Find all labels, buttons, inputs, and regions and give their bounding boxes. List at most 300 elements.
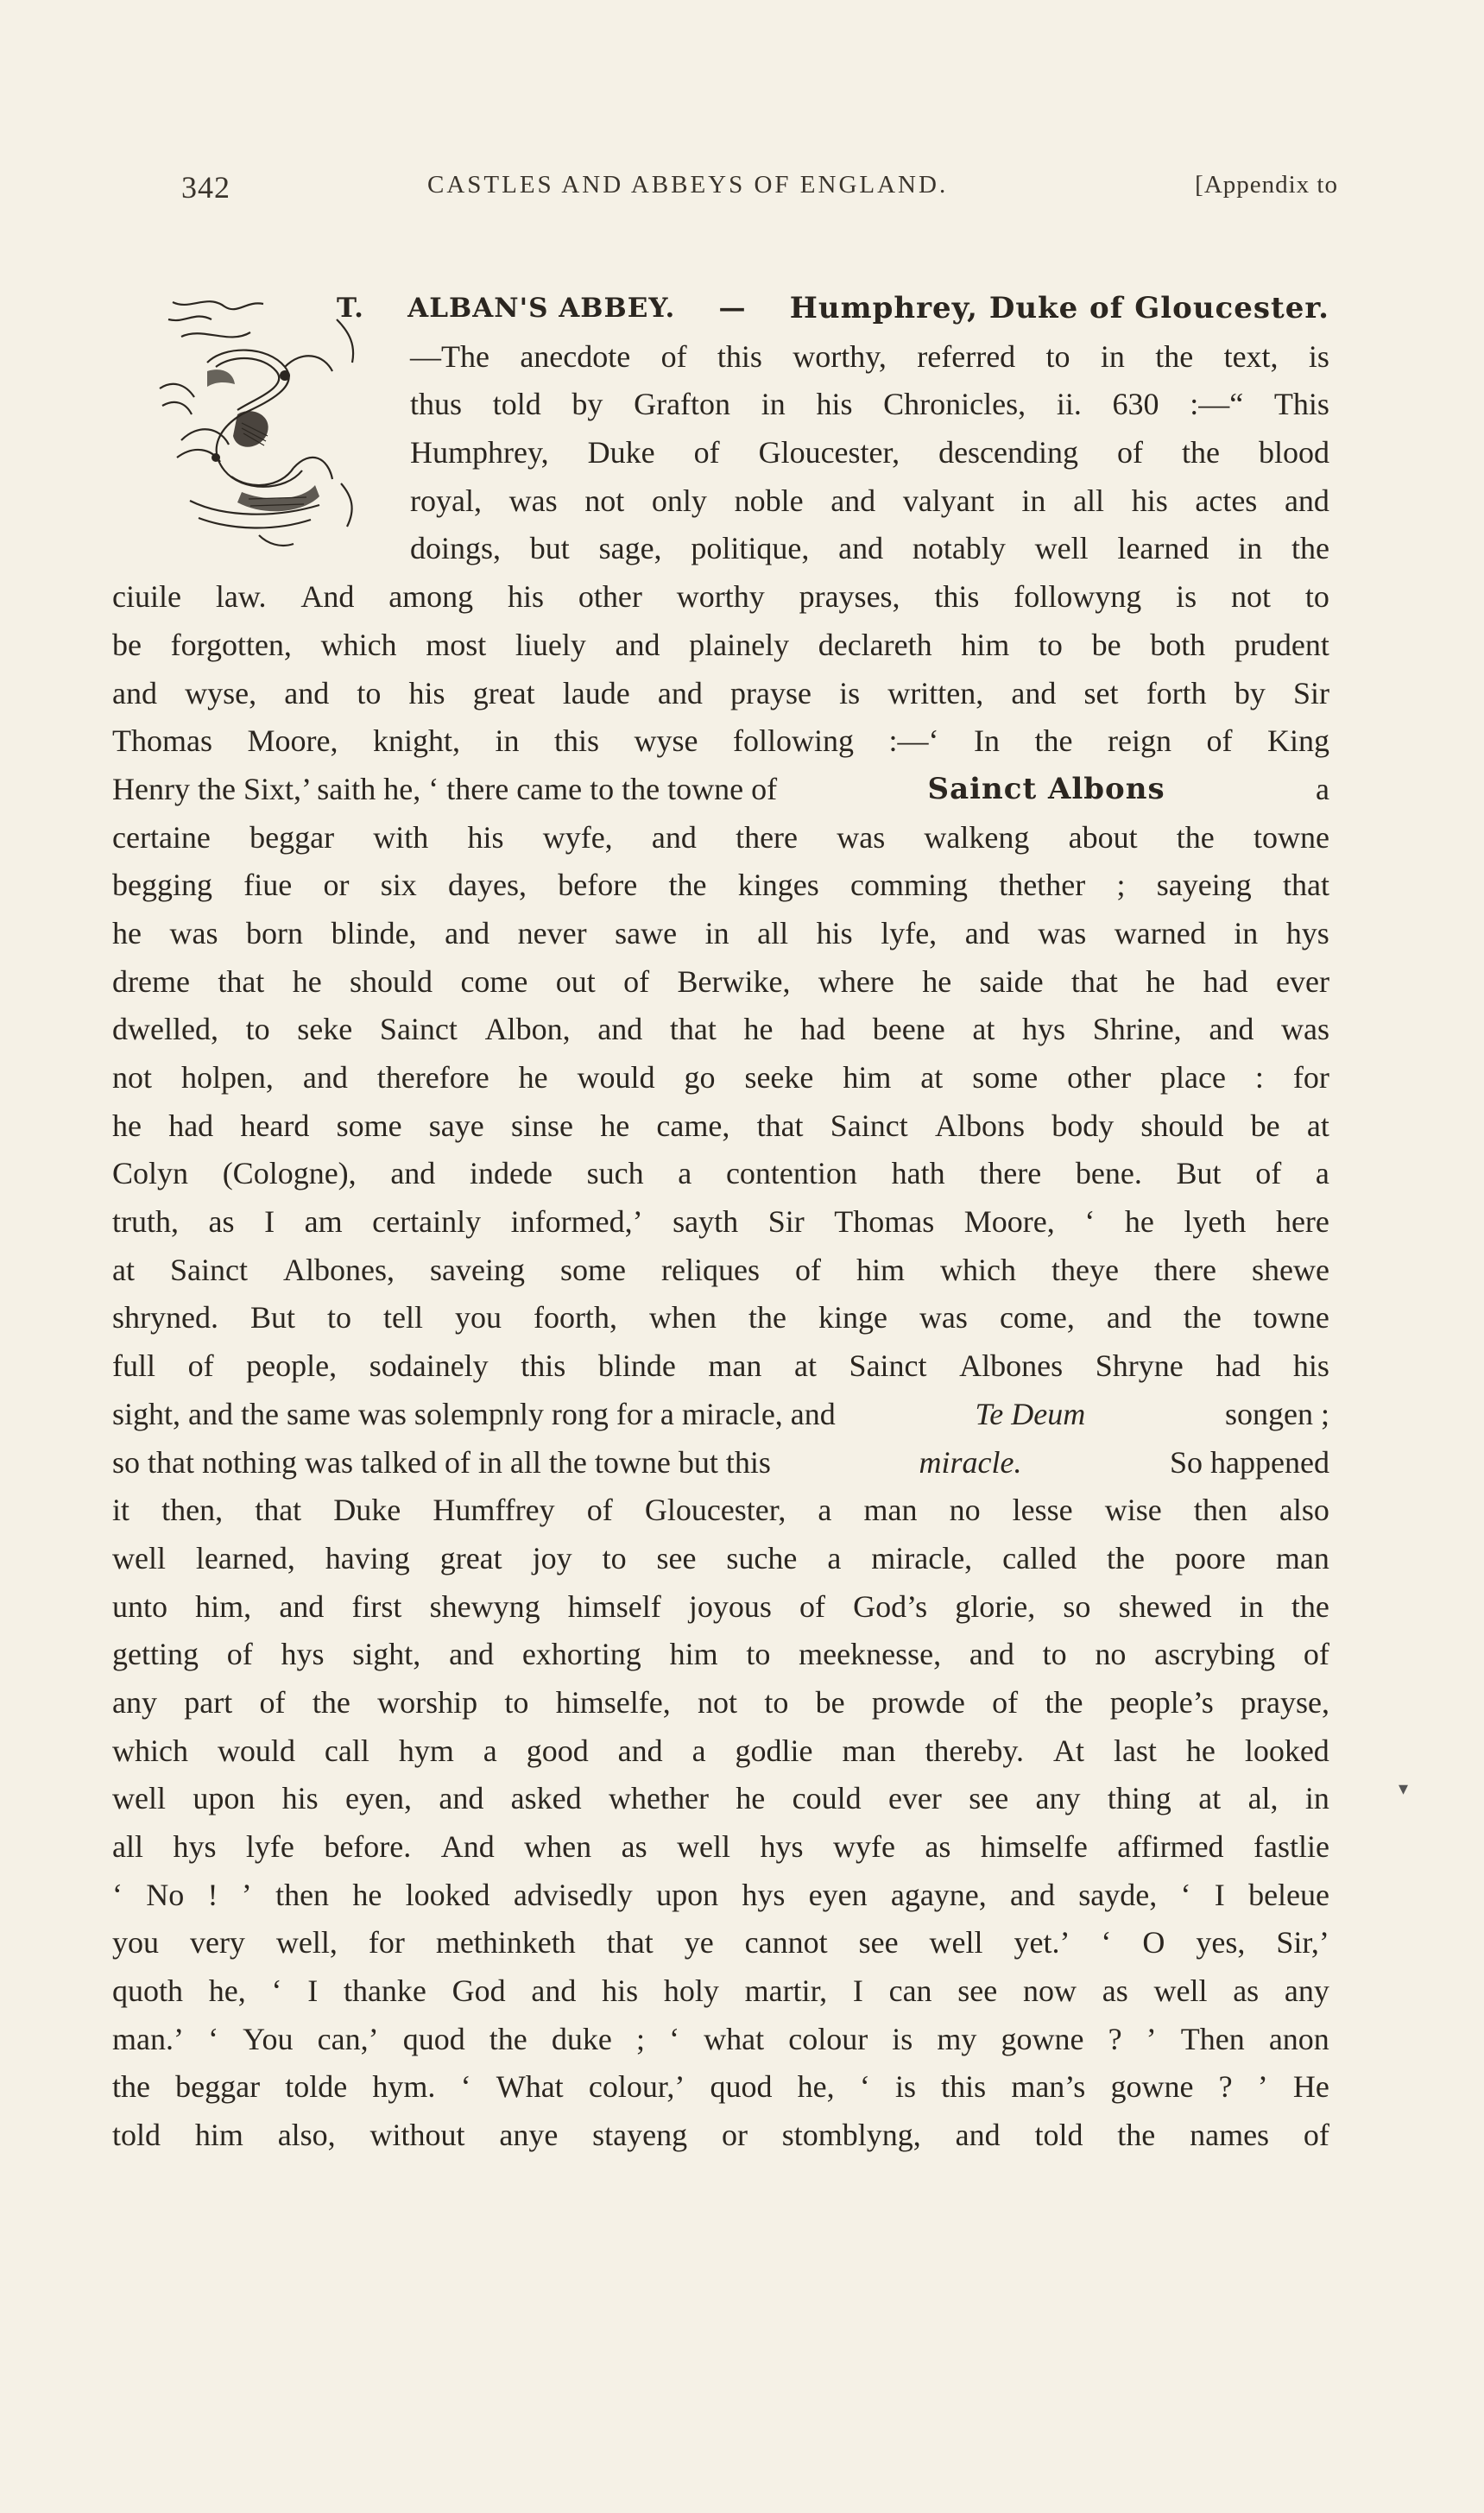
word: God’s bbox=[853, 1588, 928, 1624]
word: to bbox=[602, 1540, 627, 1575]
word: eyen bbox=[808, 1877, 868, 1912]
word: set bbox=[1083, 675, 1119, 710]
word: at bbox=[920, 1060, 944, 1095]
word: anecdote bbox=[520, 338, 631, 374]
miracle-italic: miracle. bbox=[919, 1444, 1022, 1480]
word: at bbox=[793, 1348, 817, 1384]
word: well bbox=[1034, 531, 1089, 566]
word: can,’ bbox=[317, 2021, 379, 2056]
word: Shryne bbox=[1095, 1348, 1184, 1384]
line-text: So happened bbox=[1170, 1444, 1329, 1480]
word: of bbox=[795, 1252, 821, 1287]
word: among bbox=[388, 579, 474, 615]
word: man.’ bbox=[112, 2021, 184, 2056]
word: prayses, bbox=[799, 579, 900, 615]
word: foorth, bbox=[534, 1300, 617, 1335]
word: names bbox=[1190, 2118, 1270, 2153]
heading-dash: — bbox=[718, 293, 747, 324]
text-line bbox=[112, 1150, 1329, 1198]
word: he bbox=[922, 963, 952, 999]
word: But bbox=[1176, 1156, 1222, 1191]
word: his bbox=[467, 819, 504, 855]
word: at bbox=[1198, 1781, 1222, 1816]
word: thing bbox=[1107, 1781, 1171, 1816]
word: be bbox=[815, 1684, 845, 1720]
word: Then bbox=[1180, 2021, 1245, 2056]
word: glorie, bbox=[955, 1588, 1036, 1624]
word: lyfe, bbox=[881, 915, 938, 950]
heading-prefix: T. bbox=[337, 293, 364, 324]
word: and bbox=[838, 531, 884, 566]
word: him bbox=[961, 627, 1010, 662]
word: ; bbox=[635, 2021, 645, 2056]
word: six bbox=[380, 868, 417, 903]
word: would bbox=[217, 1733, 295, 1768]
word: and bbox=[657, 675, 703, 710]
word: not bbox=[698, 1684, 738, 1720]
word: the bbox=[1045, 1684, 1083, 1720]
word: a bbox=[483, 1733, 497, 1768]
word: a bbox=[691, 1733, 706, 1768]
word: was bbox=[508, 483, 558, 518]
word: that bbox=[669, 1012, 717, 1047]
word: written, bbox=[887, 675, 984, 710]
word: Sainct bbox=[379, 1012, 458, 1047]
word: prudent bbox=[1234, 627, 1329, 662]
word: affirmed bbox=[1117, 1829, 1224, 1864]
word: bene. bbox=[1075, 1156, 1142, 1191]
word: he bbox=[112, 915, 142, 950]
text-line bbox=[112, 1775, 1329, 1823]
word: kinges bbox=[737, 868, 819, 903]
word: which bbox=[940, 1252, 1017, 1287]
word: a bbox=[827, 1540, 842, 1575]
word: there bbox=[1154, 1252, 1216, 1287]
word: this bbox=[554, 723, 600, 759]
word: And bbox=[300, 579, 355, 615]
word: and bbox=[531, 1973, 577, 2009]
word: worthy, bbox=[793, 338, 887, 374]
word: this bbox=[521, 1348, 566, 1384]
body-text bbox=[112, 285, 1329, 2160]
word: he bbox=[1124, 1204, 1154, 1240]
word: at bbox=[972, 1012, 995, 1047]
word: kinge bbox=[818, 1300, 887, 1335]
word: following bbox=[733, 723, 855, 759]
word: saveing bbox=[430, 1252, 525, 1287]
word: his bbox=[816, 387, 853, 422]
word: in bbox=[704, 915, 729, 950]
word: which bbox=[320, 627, 397, 662]
word: godlie bbox=[735, 1733, 813, 1768]
word: the bbox=[1155, 338, 1194, 374]
word: himselfe bbox=[980, 1829, 1088, 1864]
word: shryned. bbox=[112, 1300, 218, 1335]
word: shewed bbox=[1118, 1588, 1212, 1624]
word: :—“ bbox=[1190, 387, 1244, 422]
word: but bbox=[529, 531, 570, 566]
word: gowne bbox=[1001, 2021, 1084, 2056]
text-line bbox=[112, 1823, 1329, 1872]
word: of bbox=[1117, 435, 1143, 470]
word: and bbox=[449, 1637, 495, 1672]
word: see bbox=[957, 1973, 998, 2009]
heading-subject: Humphrey, Duke of Gloucester. bbox=[789, 291, 1329, 325]
text-line bbox=[112, 2016, 1329, 2064]
word: ‘ bbox=[271, 1973, 282, 2009]
word: to bbox=[245, 1012, 270, 1047]
word: stomblyng, bbox=[781, 2118, 921, 2153]
word: referred bbox=[917, 338, 1016, 374]
word: Duke bbox=[333, 1493, 401, 1528]
word: as bbox=[1102, 1973, 1128, 2009]
word: and bbox=[279, 1588, 325, 1624]
word: by bbox=[1234, 675, 1266, 710]
text-line bbox=[112, 622, 1329, 670]
word: dayes, bbox=[448, 868, 527, 903]
word: to bbox=[764, 1684, 789, 1720]
word: also, bbox=[277, 2118, 336, 2153]
word: heard bbox=[240, 1108, 310, 1143]
word: martir, bbox=[744, 1973, 828, 2009]
word: declareth bbox=[818, 627, 932, 662]
word: not bbox=[584, 483, 625, 518]
word: can bbox=[888, 1973, 932, 2009]
word: sinse bbox=[510, 1108, 573, 1143]
word: my bbox=[937, 2021, 977, 2056]
word: O bbox=[1142, 1925, 1165, 1961]
word: no bbox=[1095, 1637, 1127, 1672]
text-line bbox=[112, 1967, 1329, 2016]
word: last bbox=[1113, 1733, 1157, 1768]
word: indede bbox=[469, 1156, 553, 1191]
word: joyous bbox=[688, 1588, 772, 1624]
word: not bbox=[1231, 579, 1272, 615]
word: any bbox=[1284, 1973, 1329, 2009]
text-line bbox=[112, 1102, 1329, 1151]
word: God bbox=[452, 1973, 506, 2009]
word: asked bbox=[510, 1781, 582, 1816]
word: the bbox=[112, 2069, 150, 2105]
word: out bbox=[555, 963, 596, 999]
word: informed,’ bbox=[510, 1204, 643, 1240]
word: 630 bbox=[1112, 387, 1159, 422]
word: Sir bbox=[1292, 675, 1329, 710]
word: ascrybing bbox=[1154, 1637, 1276, 1672]
word: himselfe, bbox=[555, 1684, 671, 1720]
word: and bbox=[830, 483, 876, 518]
text-line bbox=[112, 2063, 1329, 2112]
word: wyse, bbox=[185, 675, 257, 710]
word: eyen, bbox=[345, 1781, 412, 1816]
word: begging bbox=[112, 868, 212, 903]
word: some bbox=[560, 1252, 626, 1287]
word: told bbox=[1034, 2118, 1083, 2153]
word: in bbox=[1239, 1588, 1264, 1624]
word: dreme bbox=[112, 963, 190, 999]
word: he bbox=[112, 1108, 142, 1143]
word: called bbox=[1002, 1540, 1077, 1575]
word: thanke bbox=[343, 1973, 426, 2009]
word: should bbox=[1140, 1108, 1224, 1143]
word: the bbox=[1291, 1588, 1329, 1624]
word: or bbox=[323, 868, 350, 903]
word: full bbox=[112, 1348, 155, 1384]
word: and bbox=[969, 1637, 1014, 1672]
word: In bbox=[974, 723, 1001, 759]
word: you bbox=[455, 1300, 502, 1335]
word: sight, bbox=[352, 1637, 421, 1672]
word: looked bbox=[405, 1877, 490, 1912]
word: laude bbox=[562, 675, 630, 710]
word: where bbox=[818, 963, 894, 999]
word: ‘ bbox=[669, 2021, 680, 2056]
word: quod bbox=[402, 2021, 465, 2056]
text-line bbox=[112, 910, 1329, 958]
word: hys bbox=[742, 1877, 786, 1912]
word: told bbox=[492, 387, 541, 422]
word: He bbox=[1292, 2069, 1329, 2105]
word: ii. bbox=[1056, 387, 1082, 422]
line-text: sight, and the same was solempnly rong for a miracle, and bbox=[112, 1396, 836, 1431]
word: other bbox=[1067, 1060, 1132, 1095]
word: yet.’ bbox=[1014, 1925, 1070, 1961]
word: stayeng bbox=[592, 2118, 688, 2153]
word: him bbox=[669, 1637, 718, 1672]
te-deum-italic: Te Deum bbox=[975, 1396, 1086, 1431]
text-line bbox=[112, 525, 1329, 573]
word: ever bbox=[887, 1781, 942, 1816]
word: had bbox=[1203, 963, 1248, 999]
word: of bbox=[1303, 2118, 1329, 2153]
word: would bbox=[577, 1060, 655, 1095]
word: upon bbox=[193, 1781, 256, 1816]
word: saide bbox=[979, 963, 1044, 999]
word: saye bbox=[428, 1108, 484, 1143]
saint-albons-blackletter: Sainct Albons bbox=[927, 771, 1165, 806]
word: all bbox=[1073, 483, 1105, 518]
word: of bbox=[586, 1493, 613, 1528]
word: notably bbox=[912, 531, 1006, 566]
word: his bbox=[1131, 483, 1168, 518]
text-line bbox=[112, 1198, 1329, 1247]
word: is bbox=[894, 2069, 916, 2105]
word: learned bbox=[1117, 531, 1209, 566]
word: of bbox=[1303, 1637, 1329, 1672]
word: at bbox=[112, 1252, 135, 1287]
word: himself bbox=[567, 1588, 661, 1624]
word: the bbox=[1117, 2118, 1156, 2153]
word: valyant bbox=[902, 483, 995, 518]
word: hys bbox=[1285, 915, 1329, 950]
word: al, bbox=[1247, 1781, 1279, 1816]
word: he bbox=[352, 1877, 382, 1912]
word: ! bbox=[207, 1877, 218, 1912]
word: I bbox=[264, 1204, 275, 1240]
word: plainely bbox=[689, 627, 790, 662]
word: :—‘ bbox=[888, 723, 939, 759]
word: only bbox=[651, 483, 707, 518]
word: ? bbox=[1108, 2021, 1122, 2056]
word: Sir bbox=[767, 1204, 805, 1240]
word: ’ bbox=[1257, 2069, 1268, 2105]
line-text: songen ; bbox=[1224, 1396, 1329, 1431]
word: ‘ bbox=[208, 2021, 219, 2056]
word: blood bbox=[1258, 435, 1329, 470]
word: anye bbox=[499, 2118, 559, 2153]
word: man bbox=[1275, 1540, 1329, 1575]
word: truth, bbox=[112, 1204, 179, 1240]
word: prayse bbox=[730, 675, 811, 710]
word: man bbox=[863, 1493, 918, 1528]
word: anon bbox=[1268, 2021, 1329, 2056]
word: great bbox=[439, 1540, 502, 1575]
word: in bbox=[761, 387, 786, 422]
word: beleue bbox=[1248, 1877, 1329, 1912]
word: Moore, bbox=[247, 723, 338, 759]
word: he bbox=[736, 1781, 766, 1816]
word: and bbox=[615, 627, 660, 662]
margin-tick-icon: ▾ bbox=[1399, 1778, 1409, 1800]
word: you bbox=[112, 1925, 159, 1961]
text-line bbox=[112, 717, 1329, 766]
word: ‘ bbox=[1180, 1877, 1191, 1912]
word: be bbox=[1250, 1108, 1280, 1143]
word: contention bbox=[725, 1156, 857, 1191]
word: and bbox=[284, 675, 330, 710]
text-line bbox=[112, 1439, 1329, 1487]
text-line bbox=[112, 573, 1329, 622]
word: and bbox=[1284, 483, 1329, 518]
word: to bbox=[327, 1300, 352, 1335]
word: here bbox=[1275, 1204, 1329, 1240]
word: this bbox=[941, 2069, 987, 2105]
word: Colyn bbox=[112, 1156, 189, 1191]
text-line bbox=[112, 381, 1329, 429]
word: the bbox=[489, 2021, 527, 2056]
word: then bbox=[275, 1877, 330, 1912]
word: of bbox=[259, 1684, 286, 1720]
word: should bbox=[350, 963, 433, 999]
word: meeknesse, bbox=[799, 1637, 942, 1672]
word: joy bbox=[532, 1540, 572, 1575]
word: tell bbox=[383, 1300, 423, 1335]
word: in bbox=[495, 723, 520, 759]
word: or bbox=[721, 2118, 748, 2153]
word: to bbox=[746, 1637, 771, 1672]
word: Sainct bbox=[830, 1108, 908, 1143]
word: he, bbox=[208, 1973, 246, 2009]
word: his bbox=[816, 915, 853, 950]
word: is bbox=[1308, 338, 1329, 374]
word: of bbox=[623, 963, 650, 999]
word: this bbox=[934, 579, 980, 615]
word: that bbox=[255, 1493, 302, 1528]
text-line bbox=[112, 1727, 1329, 1776]
text-line bbox=[112, 766, 1329, 814]
word: text, bbox=[1223, 338, 1279, 374]
word: of bbox=[660, 338, 687, 374]
word: hath bbox=[891, 1156, 945, 1191]
word: came, bbox=[656, 1108, 730, 1143]
word: sayde, bbox=[1078, 1877, 1158, 1912]
word: This bbox=[1273, 387, 1329, 422]
word: wise bbox=[1104, 1493, 1162, 1528]
word: was bbox=[169, 915, 218, 950]
word: with bbox=[373, 819, 429, 855]
word: well, bbox=[275, 1925, 338, 1961]
word: told bbox=[112, 2118, 161, 2153]
text-line bbox=[112, 862, 1329, 910]
word: he bbox=[518, 1060, 548, 1095]
section-mark: [Appendix to bbox=[1195, 171, 1338, 199]
word: him bbox=[843, 1060, 892, 1095]
word: and bbox=[390, 1156, 436, 1191]
text-line bbox=[112, 429, 1329, 477]
word: Sir,’ bbox=[1276, 1925, 1329, 1961]
word: quoth bbox=[112, 1973, 184, 2009]
word: in bbox=[1304, 1781, 1329, 1816]
text-line bbox=[112, 1487, 1329, 1535]
word: What bbox=[496, 2069, 564, 2105]
word: and bbox=[445, 915, 490, 950]
word: now bbox=[1023, 1973, 1077, 2009]
word: it bbox=[112, 1493, 130, 1528]
word: never bbox=[517, 915, 587, 950]
word: walkeng bbox=[924, 819, 1030, 855]
word: no bbox=[949, 1493, 981, 1528]
word: yes, bbox=[1196, 1925, 1246, 1961]
word: doings, bbox=[410, 531, 502, 566]
word: advisedly bbox=[513, 1877, 633, 1912]
word: am bbox=[304, 1204, 343, 1240]
text-line bbox=[112, 1054, 1329, 1102]
word: of bbox=[799, 1588, 825, 1624]
word: prowde bbox=[871, 1684, 965, 1720]
word: as bbox=[1233, 1973, 1260, 2009]
word: Thomas bbox=[112, 723, 212, 759]
word: worship bbox=[377, 1684, 478, 1720]
word: was bbox=[837, 819, 886, 855]
word: descending bbox=[938, 435, 1079, 470]
word: some bbox=[972, 1060, 1039, 1095]
word: about bbox=[1068, 819, 1138, 855]
word: unto bbox=[112, 1588, 168, 1624]
word: part bbox=[184, 1684, 233, 1720]
word: hym bbox=[398, 1733, 454, 1768]
word: law. bbox=[215, 579, 267, 615]
word: upon bbox=[656, 1877, 719, 1912]
word: well bbox=[1153, 1973, 1208, 2009]
word: Albons bbox=[934, 1108, 1025, 1143]
word: forgotten, bbox=[170, 627, 292, 662]
word: Grafton bbox=[634, 387, 731, 422]
heading-line bbox=[112, 285, 1329, 333]
word: Thomas bbox=[834, 1204, 935, 1240]
word: as bbox=[925, 1829, 951, 1864]
text-line bbox=[112, 1872, 1329, 1920]
word: hys bbox=[1022, 1012, 1066, 1047]
word: all bbox=[757, 915, 789, 950]
word: there bbox=[979, 1156, 1042, 1191]
word: whether bbox=[608, 1781, 709, 1816]
word: beene bbox=[872, 1012, 945, 1047]
word: to bbox=[1045, 338, 1070, 374]
word: the bbox=[1034, 723, 1073, 759]
word: body bbox=[1051, 1108, 1115, 1143]
word: born bbox=[246, 915, 304, 950]
word: Humffrey bbox=[433, 1493, 555, 1528]
